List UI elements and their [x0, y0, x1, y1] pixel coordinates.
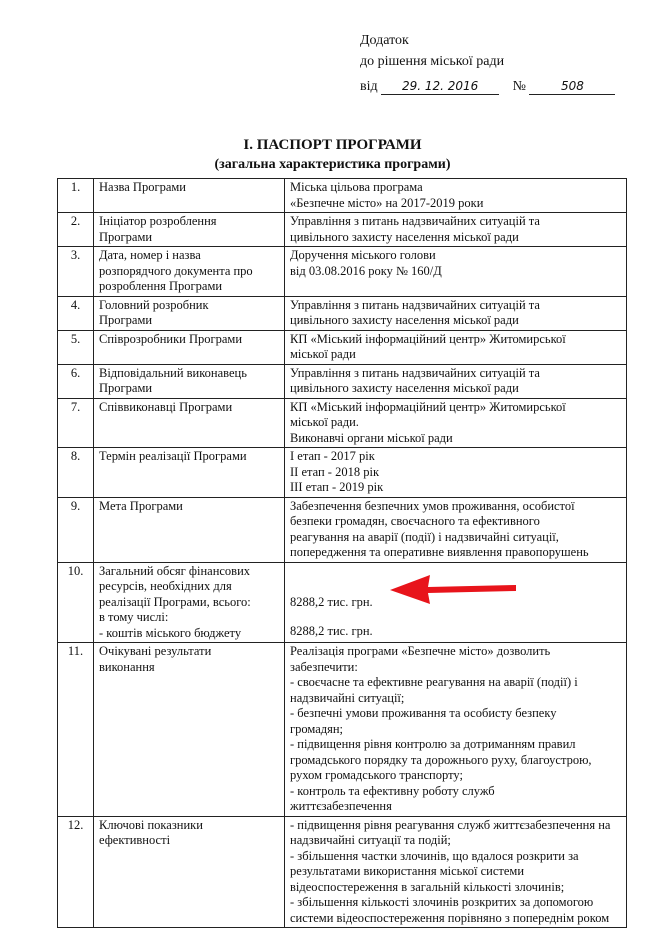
row-content-line: - збільшення частки злочинів, що вдалося розкрити за: [290, 848, 579, 863]
row-content-line: - підвищення рівня реагування служб життєзабезпечення на: [290, 817, 611, 832]
row-content: [285, 643, 627, 817]
row-content-line: - збільшення кількості злочинів розкритих за допомогою: [290, 895, 594, 909]
row-content-line: міської ради.: [290, 415, 359, 429]
row-content-line: II етап - 2018 рік: [290, 464, 380, 479]
row-content-line: громадського порядку та дорожнього руху, благоустрою,: [290, 752, 592, 767]
row-content: [285, 330, 627, 364]
from-label: від: [360, 79, 378, 94]
row-content-line: - безпечні умови проживання та особисту безпеку: [290, 706, 557, 720]
decision-date: 29. 12. 2016: [381, 78, 499, 95]
passport-title: I. ПАСПОРТ ПРОГРАМИ: [243, 137, 422, 153]
row-name-line: Співрозробники Програми: [99, 331, 243, 346]
row-content-line: - своєчасне та ефективне реагування на аварії (події) і: [290, 675, 578, 689]
row-name-line: Назва Програми: [99, 180, 186, 194]
row-content: [285, 296, 627, 330]
funding-amount: 8288,2 тис. грн.: [290, 624, 373, 638]
number-label: №: [512, 79, 526, 94]
table-row: [58, 448, 627, 498]
row-name-line: Програми: [99, 229, 153, 244]
table-row: [58, 213, 627, 247]
table-row: [58, 398, 627, 448]
row-content-line: від 03.08.2016 року № 160/Д: [290, 263, 442, 278]
table-row: [58, 562, 627, 643]
row-number: 10.: [58, 562, 94, 643]
row-name: [94, 179, 285, 213]
row-content-line: надзвичайні ситуації;: [290, 690, 405, 705]
row-name-line: Термін реалізації Програми: [99, 449, 247, 463]
row-content: [285, 247, 627, 297]
row-content-line: системи відеоспостереження порівняно з попереднім роком: [290, 910, 610, 925]
addendum-header: [360, 30, 504, 72]
row-name-line: Співвиконавці Програми: [99, 399, 233, 414]
row-name: [94, 643, 285, 817]
row-number: 5.: [58, 330, 94, 364]
passport-title-block: [0, 136, 665, 174]
table-row: [58, 179, 627, 213]
row-number: 4.: [58, 296, 94, 330]
funding-amount: 8288,2 тис. грн.: [290, 594, 373, 609]
row-number: 3.: [58, 247, 94, 297]
row-name-line: розроблення Програми: [99, 279, 223, 293]
row-content-line: відеоспостереження в загальній кількості злочинів;: [290, 879, 565, 894]
row-number: 9.: [58, 497, 94, 562]
row-content-line: Міська цільова програма: [290, 180, 423, 194]
table-row: [58, 296, 627, 330]
row-content-line: III етап - 2019 рік: [290, 480, 384, 494]
row-name: [94, 213, 285, 247]
row-content-line: Виконавчі органи міської ради: [290, 430, 453, 445]
row-name-line: Програми: [99, 381, 153, 395]
row-name-line: Дата, номер і назва: [99, 248, 201, 262]
row-name: [94, 497, 285, 562]
row-content-line: Управління з питань надзвичайних ситуацій та: [290, 214, 540, 228]
row-number: 6.: [58, 364, 94, 398]
row-content-line: цивільного захисту населення міської ради: [290, 381, 519, 395]
row-name: [94, 296, 285, 330]
row-content: [285, 497, 627, 562]
row-content-line: міської ради: [290, 347, 356, 361]
addendum-title: Додаток: [360, 33, 409, 48]
table-row: [58, 643, 627, 817]
passport-subtitle: (загальна характеристика програми): [214, 157, 451, 172]
addendum-subtitle: до рішення міської ради: [360, 54, 505, 69]
row-content-line: Забезпечення безпечних умов проживання, особистої: [290, 498, 575, 513]
row-content-line: рухом громадського транспорту;: [290, 768, 463, 782]
row-name-line: Головний розробник: [99, 297, 209, 312]
row-content-line: надзвичайні ситуації та подій;: [290, 833, 451, 847]
row-content: [285, 179, 627, 213]
row-number: 1.: [58, 179, 94, 213]
row-content: [285, 213, 627, 247]
row-name-line: - коштів міського бюджету: [99, 625, 242, 640]
row-content-line: попередження та оперативне виявлення правопорушень: [290, 545, 589, 559]
red-arrow-annotation: [388, 568, 518, 608]
row-content-line: I етап - 2017 рік: [290, 449, 375, 463]
table-row: [58, 247, 627, 297]
row-name: [94, 816, 285, 928]
row-content-line: життєзабезпечення: [290, 799, 392, 813]
row-content-line: Управління з питань надзвичайних ситуацій та: [290, 365, 540, 380]
row-content-line: Управління з питань надзвичайних ситуацій та: [290, 297, 540, 312]
row-name-line: в тому числі:: [99, 610, 169, 624]
row-number: 8.: [58, 448, 94, 498]
passport-table: [57, 178, 627, 928]
table-row: [58, 330, 627, 364]
row-content: [285, 364, 627, 398]
row-name-line: Мета Програми: [99, 498, 183, 513]
decision-reference: [360, 78, 615, 95]
row-name-line: виконання: [99, 659, 155, 674]
row-content-line: Доручення міського голови: [290, 248, 436, 262]
row-content-line: результатами використання міської системи: [290, 864, 525, 878]
row-number: 12.: [58, 816, 94, 928]
row-content-line: КП «Міський інформаційний центр» Житомирської: [290, 399, 566, 414]
row-content-line: безпеки громадян, своєчасного та ефективного: [290, 514, 540, 528]
row-content-line: цивільного захисту населення міської ради: [290, 313, 519, 327]
row-content: [285, 448, 627, 498]
row-content-line: - контроль та ефективну роботу служб: [290, 783, 495, 798]
row-name: [94, 247, 285, 297]
row-name: [94, 398, 285, 448]
row-name-line: Програми: [99, 313, 153, 327]
row-name-line: Ініціатор розроблення: [99, 214, 217, 228]
row-content: [285, 816, 627, 928]
row-name-line: Відповідальний виконавець: [99, 365, 247, 380]
row-content-line: цивільного захисту населення міської ради: [290, 229, 519, 244]
table-row: [58, 364, 627, 398]
row-name-line: Загальний обсяг фінансових: [99, 563, 251, 578]
row-content-line: реагування на аварії (події) і надзвичайні ситуації,: [290, 529, 559, 544]
row-name-line: ефективності: [99, 833, 171, 847]
row-name: [94, 330, 285, 364]
row-content-line: КП «Міський інформаційний центр» Житомирської: [290, 331, 566, 346]
row-name: [94, 448, 285, 498]
row-name-line: ресурсів, необхідних для: [99, 579, 232, 593]
row-name-line: Ключові показники: [99, 817, 203, 832]
row-name-line: розпорядчого документа про: [99, 263, 253, 278]
row-content-line: громадян;: [290, 721, 344, 736]
table-row: [58, 497, 627, 562]
row-content: [285, 398, 627, 448]
row-content-line: «Безпечне місто» на 2017-2019 роки: [290, 195, 484, 210]
row-content-line: забезпечити:: [290, 659, 358, 674]
row-number: 11.: [58, 643, 94, 817]
row-content-line: - підвищення рівня контролю за дотриманням правил: [290, 737, 576, 751]
row-name: [94, 364, 285, 398]
row-content-line: Реалізація програми «Безпечне місто» дозволить: [290, 644, 551, 658]
decision-number: 508: [529, 78, 615, 95]
row-number: 2.: [58, 213, 94, 247]
table-row: [58, 816, 627, 928]
row-number: 7.: [58, 398, 94, 448]
row-name-line: Очікувані результати: [99, 644, 212, 658]
row-name: [94, 562, 285, 643]
row-name-line: реалізації Програми, всього:: [99, 594, 251, 609]
